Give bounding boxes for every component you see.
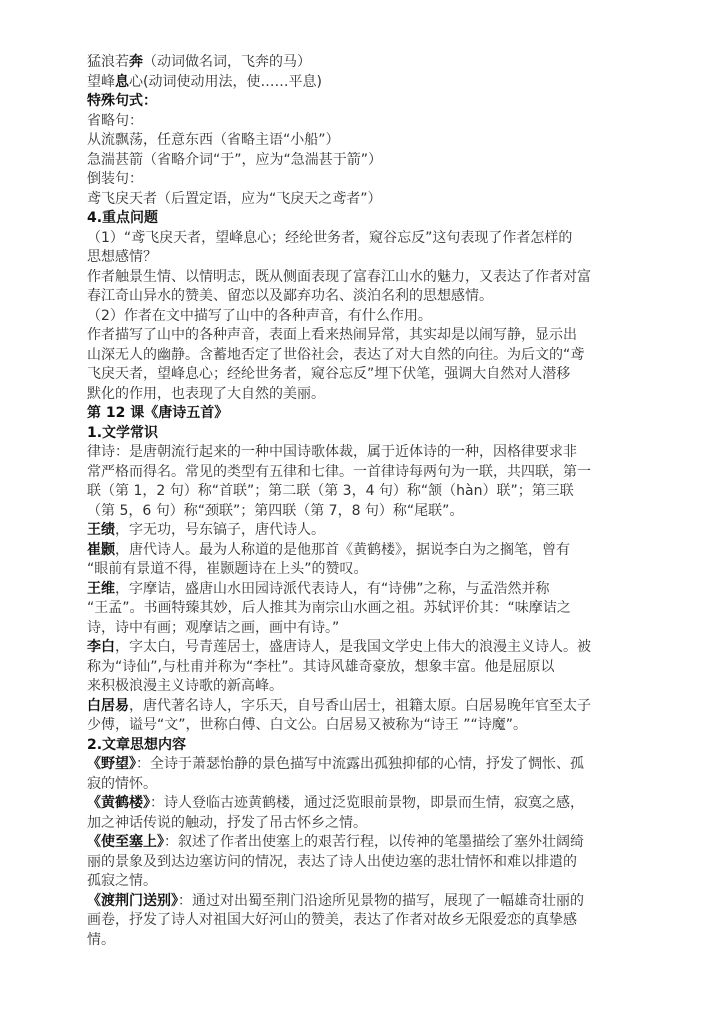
bold-term: 《使至塞上》 (87, 834, 164, 850)
text-line (87, 53, 639, 73)
text-line (87, 73, 639, 93)
section-heading (87, 736, 639, 756)
line-text: 作者触景生情、以情明志，既从侧面表现了富春江山水的魅力，又表达了作者对富 (87, 268, 591, 285)
bold-term: 王维 (87, 580, 115, 597)
text-line (87, 326, 639, 346)
bold-term: 白居易 (87, 697, 129, 714)
line-text: 丽的景象及到达边塞访问的情况，表达了诗人出使边塞的悲壮情怀和难以排遣的 (87, 853, 577, 870)
line-text: 望峰 (87, 73, 115, 90)
text-line (87, 560, 639, 580)
line-text: “眼前有景道不得，崔颢题诗在上头”的赞叹。 (87, 561, 368, 577)
text-line (87, 248, 639, 268)
bold-term: 奔 (129, 54, 143, 70)
line-text: 1.文学常识 (87, 424, 159, 441)
line-text: 倒装句： (87, 171, 143, 187)
line-text: ，唐代著名诗人，字乐天，自号香山居士，祖籍太原。白居易晚年官至太子 (129, 697, 591, 714)
line-text: 特殊句式： (87, 93, 157, 109)
text-line (87, 482, 639, 502)
text-line (87, 872, 639, 892)
text-line (87, 599, 639, 619)
text-line (87, 911, 639, 931)
bold-term: 李白 (87, 639, 115, 655)
line-text: ，唐代诗人。最为人称道的是他那首《黄鹤楼》，据说李白为之搁笔，曾有 (115, 541, 570, 558)
bold-term: 王绩 (87, 522, 115, 538)
text-line (87, 229, 639, 249)
line-text: 春江奇山异水的赞美、留恋以及鄙弃功名、淡泊名利的思想感情。 (87, 288, 493, 304)
line-text: 来积极浪漫主义诗歌的新高峰。 (87, 678, 283, 694)
line-text: 2.文章思想内容 (87, 736, 187, 753)
text-line (87, 112, 639, 132)
text-line (87, 794, 639, 814)
line-text: （动词做名词，飞奔的马） (143, 54, 311, 70)
section-heading (87, 404, 639, 424)
bold-term: 《渡荆门送别》 (87, 892, 178, 909)
line-text: 山深无人的幽静。含蓄地否定了世俗社会，表达了对大自然的向往。为后文的“鸢 (87, 346, 585, 363)
line-text: 寂的情怀。 (87, 775, 157, 792)
text-line (87, 365, 639, 385)
line-text: 孤寂之情。 (87, 873, 157, 889)
line-text: ：叙述了作者出使塞上的艰苦行程，以传神的笔墨描绘了塞外壮阔绮 (164, 834, 584, 850)
line-text: 少傅，谥号“文”，世称白傅、白文公。白居易又被称为“诗王 ”“诗魔”。 (87, 717, 527, 733)
bold-term: 息 (115, 73, 129, 90)
text-line (87, 658, 639, 678)
text-line (87, 541, 639, 561)
text-line (87, 346, 639, 366)
line-text: 联（第 1，2 句）称“首联”；第二联（第 3，4 句）称“颔（hàn）联”；第三联 (87, 483, 574, 499)
line-text: 从流飘荡，任意东西（省略主语“小船”） (87, 132, 340, 148)
text-line (87, 853, 639, 873)
line-text: ，字摩诘，盛唐山水田园诗派代表诗人，有“诗佛”之称，与孟浩然并称 (115, 580, 550, 597)
line-text: 飞戾天者，望峰息心；经纶世务者，窥谷忘反”埋下伏笔，强调大自然对人潜移 (87, 366, 571, 382)
text-line (87, 755, 639, 775)
line-text: 称为“诗仙”,与杜甫并称为“李杜”。其诗风雄奇豪放，想象丰富。他是屈原以 (87, 658, 555, 675)
text-line (87, 931, 639, 951)
text-line (87, 131, 639, 151)
text-line (87, 892, 639, 912)
line-text: ：全诗于萧瑟怡静的景色描写中流露出孤独抑郁的心情，抒发了惆怅、孤 (136, 756, 584, 772)
line-text: 情。 (87, 931, 115, 948)
text-line (87, 307, 639, 327)
line-text: （1）“鸢飞戾天者，望峰息心；经纶世务者，窥谷忘反”这句表现了作者怎样的 (87, 229, 573, 246)
line-text: （第 5，6 句）称“颈联”；第四联（第 7，8 句）称“尾联”。 (87, 502, 464, 519)
line-text: 思想感情？ (87, 249, 157, 265)
text-line (87, 580, 639, 600)
line-text: “王孟”。书画特臻其妙，后人推其为南宗山水画之祖。苏轼评价其：“味摩诘之 (87, 600, 571, 616)
text-line (87, 268, 639, 288)
line-text: 鸢飞戾天者（后置定语，应为“飞戾天之鸢者”） (87, 190, 382, 207)
text-line (87, 677, 639, 697)
text-line (87, 502, 639, 522)
text-line (87, 287, 639, 307)
section-heading (87, 424, 639, 444)
line-text: ，字太白，号青莲居士，盛唐诗人，是我国文学史上伟大的浪漫主义诗人。被 (115, 639, 591, 655)
line-text: 急湍甚箭（省略介词“于”，应为“急湍甚于箭”） (87, 151, 383, 168)
line-text: 默化的作用，也表现了大自然的美丽。 (87, 385, 325, 402)
line-text: 第 12 课《唐诗五首》 (87, 405, 229, 421)
bold-term: 崔颢 (87, 541, 115, 558)
text-line (87, 833, 639, 853)
text-line (87, 521, 639, 541)
line-text: 律诗：是唐朝流行起来的一种中国诗歌体裁，属于近体诗的一种，因格律要求非 (87, 444, 577, 460)
text-line (87, 151, 639, 171)
text-line (87, 385, 639, 405)
text-line (87, 716, 639, 736)
line-text: ，字无功，号东镐子，唐代诗人。 (115, 522, 325, 538)
text-line (87, 619, 639, 639)
bold-term: 《野望》 (87, 756, 136, 772)
bold-term: 《黄鹤楼》 (87, 795, 150, 811)
line-text: 4.重点问题 (87, 210, 159, 226)
text-line (87, 638, 639, 658)
line-text: ：通过对出蜀至荆门沿途所见景物的描写，展现了一幅雄奇壮丽的 (178, 892, 584, 909)
line-text: 画卷，抒发了诗人对祖国大好河山的赞美，表达了作者对故乡无限爱恋的真挚感 (87, 912, 577, 928)
text-line (87, 814, 639, 834)
text-line (87, 463, 639, 483)
section-heading (87, 92, 639, 112)
line-text: 诗，诗中有画；观摩诘之画，画中有诗。” (87, 619, 340, 636)
line-text: （2）作者在文中描写了山中的各种声音，有什么作用。 (87, 307, 432, 324)
line-text: 心(动词使动用法，使……平息) (129, 73, 322, 90)
line-text: 加之神话传说的触动，抒发了吊古怀乡之情。 (87, 814, 367, 831)
text-line (87, 697, 639, 717)
line-text: 省略句： (87, 112, 143, 129)
section-heading (87, 209, 639, 229)
text-line (87, 443, 639, 463)
text-line (87, 170, 639, 190)
document-body (87, 53, 639, 950)
text-line (87, 190, 639, 210)
text-line (87, 775, 639, 795)
line-text: 常严格而得名。常见的类型有五律和七律。一首律诗每两句为一联，共四联，第一 (87, 463, 591, 480)
line-text: ：诗人登临古迹黄鹤楼，通过泛览眼前景物，即景而生情，寂寞之感， (150, 795, 584, 811)
line-text: 猛浪若 (87, 54, 129, 70)
line-text: 作者描写了山中的各种声音，表面上看来热闹异常，其实却是以闹写静，显示出 (87, 327, 577, 343)
